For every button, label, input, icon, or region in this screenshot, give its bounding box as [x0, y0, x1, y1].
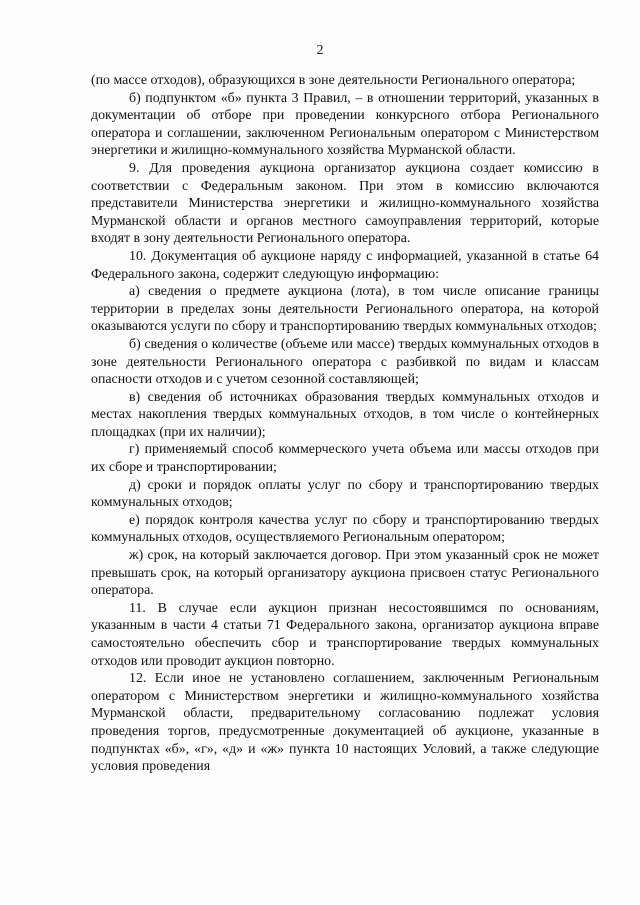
- paragraph: 12. Если иное не установлено соглашением, заключенным Региональным оператором с Министерством энергетики и жилищно-коммунального хозяйства Мурманской области, предварительному согласованию подлежат условия проведения торгов, предусмотренные документацией об аукционе, указанные в подпунктах «б», «г», «д» и «ж» пункта 10 настоящих Условий, а также следующие условия проведения: [91, 671, 599, 775]
- paragraph: д) сроки и порядок оплаты услуг по сбору и транспортированию твердых коммунальных отходов;: [91, 477, 599, 511]
- document-body: [91, 72, 599, 776]
- paragraph: г) применяемый способ коммерческого учета объема или массы отходов при их сборе и транспортировании;: [91, 442, 599, 476]
- page-number: 2: [316, 43, 324, 58]
- paragraph: ж) срок, на который заключается договор. При этом указанный срок не может превышать срок, на который организатору аукциона присвоен статус Регионального оператора.: [91, 548, 599, 599]
- paragraph: а) сведения о предмете аукциона (лота), в том числе описание границы территории в пределах зоны деятельности Регионального оператора, на которой оказываются услуги по сбору и транспортированию твердых коммунальных отходов;: [91, 284, 599, 335]
- paragraph: в) сведения об источниках образования твердых коммунальных отходов и местах накопления твердых коммунальных отходов, в том числе о контейнерных площадках (при их наличии);: [91, 389, 599, 440]
- paragraph: 10. Документация об аукционе наряду с информацией, указанной в статье 64 Федерального закона, содержит следующую информацию:: [91, 248, 599, 282]
- paragraph: 9. Для проведения аукциона организатор аукциона создает комиссию в соответствии с Федеральным законом. При этом в комиссию включаются представители Министерства энергетики и жилищно-коммунального хозяйства Мурманской области и органов местного самоуправления территорий, которые входят в зону деятельности Регионального оператора.: [91, 160, 599, 247]
- paragraph: (по массе отходов), образующихся в зоне деятельности Регионального оператора;: [91, 73, 576, 88]
- paragraph: 11. В случае если аукцион признан несостоявшимся по основаниям, указанным в части 4 статьи 71 Федерального закона, организатор аукциона вправе самостоятельно обеспечить сбор и транспортирование твердых коммунальных отходов или проводит аукцион повторно.: [91, 600, 599, 669]
- paragraph: б) сведения о количестве (объеме или массе) твердых коммунальных отходов в зоне деятельности Регионального оператора с разбивкой по видам и классам опасности отходов и с учетом сезонной составляющей;: [91, 336, 599, 388]
- paragraph: е) порядок контроля качества услуг по сбору и транспортированию твердых коммунальных отходов, осуществляемого Региональным оператором;: [91, 512, 599, 546]
- paragraph: б) подпунктом «б» пункта 3 Правил, – в отношении территорий, указанных в документации об отборе при проведении конкурсного отбора Регионального оператора и соглашении, заключенном Региональным оператором с Министерством энергетики и жилищно-коммунального хозяйства Мурманской области.: [91, 90, 599, 159]
